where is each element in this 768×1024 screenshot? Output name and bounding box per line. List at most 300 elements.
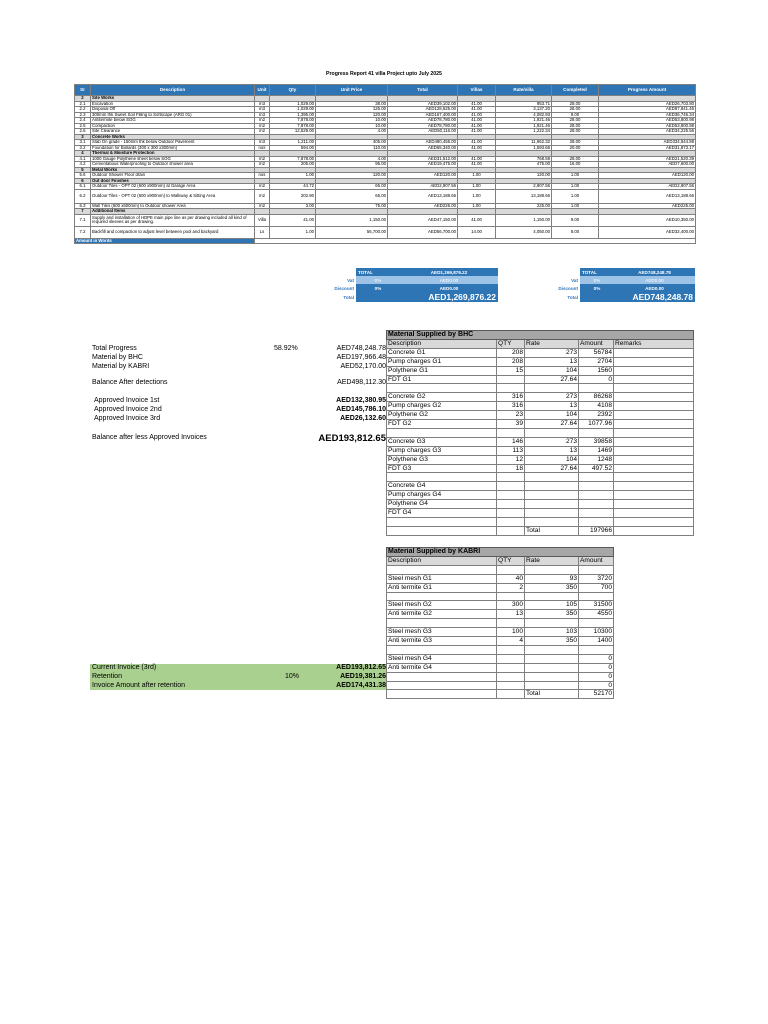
table-row — [387, 473, 694, 482]
cell-unit: m2 — [255, 123, 270, 129]
cell-description: Steel mesh G2 — [387, 601, 497, 610]
cell-amount — [579, 384, 614, 393]
table-row — [387, 690, 614, 699]
summary-label: Approved Invoice 2nd — [94, 406, 162, 413]
summary-invoice-1 — [92, 397, 386, 406]
cell-progress-amount: AED21,520.39 — [599, 156, 696, 162]
table-row — [387, 654, 614, 663]
kabri-col-header: Description — [387, 556, 497, 565]
table-row — [387, 393, 694, 402]
cell-rate-villa: 1,150.00 — [496, 214, 552, 226]
cell-unit: m2 — [255, 189, 270, 203]
cell-qty: 40 — [497, 574, 525, 583]
cell-rate: 27.64 — [525, 420, 579, 429]
summary-balance-after-invoices — [92, 433, 386, 445]
cell-description: Concrete G4 — [387, 482, 497, 491]
summary-label: Balance after less Approved Invoices — [92, 434, 207, 441]
cell-total: AED19,475.00 — [388, 162, 458, 168]
cell-unit: m2 — [255, 118, 270, 124]
cell-progress-amount: AED34,225.56 — [599, 129, 696, 135]
cell-rate: 350 — [525, 610, 579, 619]
summary-material-bhc — [92, 354, 386, 363]
cell-rate-villa: 953.71 — [496, 101, 552, 107]
summary-value: AED26,132.60 — [340, 415, 386, 422]
cell-description: Outdoor Tiles - OPT 02 (600 x900mm) to Walkway & Sitting Area — [91, 189, 255, 203]
total-label: TOTAL — [580, 268, 614, 276]
cell-total: AED50,116.00 — [388, 129, 458, 135]
cell-qty — [497, 654, 525, 663]
bhc-column-header-row — [387, 339, 694, 348]
cell-unit-price: 38.00 — [316, 101, 388, 107]
cell-sr: 2.3 — [75, 112, 91, 118]
cell-amount: 1077.96 — [579, 420, 614, 429]
cell-sr: 6.1 — [75, 184, 91, 190]
cell-villas: 41.00 — [458, 118, 496, 124]
cell-qty: 1.00 — [270, 226, 316, 238]
total-value: AED1,269,876.22 — [400, 268, 498, 276]
cell-description — [387, 517, 497, 526]
cell-progress-amount: AED13,188.66 — [599, 189, 696, 203]
bhc-col-header: QTY — [497, 339, 525, 348]
cell-rate: 104 — [525, 411, 579, 420]
summary-label: Material by KABRI — [92, 363, 150, 370]
cell-total: AED128,625.00 — [388, 107, 458, 113]
cell-remarks — [614, 411, 694, 420]
cell-description: 1000 Gauge Polythene sheet below SOG — [91, 156, 255, 162]
cell-completed: 28.00 — [552, 140, 599, 146]
cell-unit-price: 125.00 — [316, 107, 388, 113]
cell-remarks — [614, 455, 694, 464]
table-row — [387, 637, 614, 646]
cell-remarks — [614, 402, 694, 411]
cell-remarks — [614, 384, 694, 393]
cell-remarks — [614, 357, 694, 366]
cell-total: AED65,340.00 — [388, 145, 458, 151]
cell-qty: 100 — [497, 628, 525, 637]
cell-qty: 316 — [497, 402, 525, 411]
table-row — [387, 574, 614, 583]
cell-description: Wall Tiles (600 x600mm) to Outdoor shower Area — [91, 203, 255, 209]
totals-row — [530, 268, 695, 276]
bhc-col-header: Rate — [525, 339, 579, 348]
cell-villas: 1.00 — [458, 203, 496, 209]
cell-total: AED13,188.66 — [388, 189, 458, 203]
cell-rate-villa: 768.59 — [496, 156, 552, 162]
cell-rate — [525, 473, 579, 482]
kabri-col-header: Rate — [525, 556, 579, 565]
table-row — [387, 645, 614, 654]
cell-description: Anti termite G2 — [387, 610, 497, 619]
cell-completed: 28.00 — [552, 129, 599, 135]
cell-description: Concrete G1 — [387, 348, 497, 357]
cell-description: Concrete G3 — [387, 437, 497, 446]
cell-rate-villa: 11,962.32 — [496, 140, 552, 146]
cell-completed: 1.00 — [552, 189, 599, 203]
cell-villas: 14.00 — [458, 226, 496, 238]
cell-description: Anti termite G3 — [387, 637, 497, 646]
cell-description: Outdoor Tiles - OPT 02 (600 x900mm) at Garage Area — [91, 184, 255, 190]
cell-rate: 27.64 — [525, 464, 579, 473]
cell-description — [387, 428, 497, 437]
cell-qty — [497, 500, 525, 509]
cell-qty — [497, 645, 525, 654]
cell-villas: 41.00 — [458, 129, 496, 135]
cell-description: Pump charges G4 — [387, 491, 497, 500]
cell-rate: 350 — [525, 583, 579, 592]
cell-remarks — [614, 517, 694, 526]
table-row — [387, 628, 614, 637]
cell-description: Polythene G2 — [387, 411, 497, 420]
cell-description: Site Clearance — [91, 129, 255, 135]
cell-description: Concrete Works — [91, 134, 255, 140]
summary-total-progress — [92, 345, 386, 354]
amount-in-words-row — [75, 238, 696, 244]
cell-amount: 31500 — [579, 601, 614, 610]
cell-total: AED490,455.00 — [388, 140, 458, 146]
cell-rate — [525, 592, 579, 601]
col-header-progress-amount: Progress Amount — [599, 85, 696, 96]
cell-unit-price: 1,150.00 — [316, 214, 388, 226]
cell-qty: 7,878.00 — [270, 156, 316, 162]
cell-description: Pump charges G2 — [387, 402, 497, 411]
discount-label: Discount — [530, 284, 580, 292]
cell-rate-villa: 1,593.66 — [496, 145, 552, 151]
summary-label: Approved Invoice 1st — [94, 397, 160, 404]
discount-value: AED0.00 — [614, 284, 695, 292]
cell-unit: Ls — [255, 226, 270, 238]
cell-sr: 6 — [75, 178, 91, 184]
cell-amount — [579, 619, 614, 628]
vat-row — [300, 276, 498, 284]
cell-qty: 205.00 — [270, 162, 316, 168]
total-label: TOTAL — [356, 268, 400, 276]
cell-amount: 56784 — [579, 348, 614, 357]
table-row — [387, 437, 694, 446]
summary-value: AED193,812.65 — [318, 433, 386, 444]
cell-rate — [525, 517, 579, 526]
cell-description — [387, 526, 497, 535]
cell-description — [387, 690, 497, 699]
grand-total-value: AED1,269,876.22 — [428, 292, 496, 302]
cell-qty: 7,878.00 — [270, 118, 316, 124]
cell-qty: 208 — [497, 357, 525, 366]
cell-description: FDT G3 — [387, 464, 497, 473]
cell-qty — [497, 565, 525, 574]
cell-qty — [497, 509, 525, 518]
cell-amount: 2704 — [579, 357, 614, 366]
cell-total: AED120.00 — [388, 173, 458, 179]
cell-completed: 9.00 — [552, 214, 599, 226]
cell-description: Concrete G2 — [387, 393, 497, 402]
discount-value: AED0.00 — [400, 284, 498, 292]
total-value: AED748,248.78 — [614, 268, 695, 276]
table-row — [387, 663, 614, 672]
cell-unit: m2 — [255, 162, 270, 168]
cell-villas: 41.00 — [458, 214, 496, 226]
cell-progress-amount: AED334,944.88 — [599, 140, 696, 146]
vat-label: Vat — [300, 276, 356, 284]
cell-description — [387, 592, 497, 601]
cell-progress-amount: AED120.00 — [599, 173, 696, 179]
discount-row — [300, 284, 498, 292]
cell-amount: 4550 — [579, 610, 614, 619]
cell-rate: 27.64 — [525, 375, 579, 384]
cell-amount: 1469 — [579, 446, 614, 455]
summary-label: Retention — [92, 673, 122, 680]
cell-qty: 41.00 — [270, 214, 316, 226]
cell-progress-amount: AED225.00 — [599, 203, 696, 209]
cell-unit-price: 10.00 — [316, 123, 388, 129]
cell-unit: m2 — [255, 184, 270, 190]
cell-total: AED78,780.00 — [388, 118, 458, 124]
cell-rate: 104 — [525, 366, 579, 375]
cell-amount: 0 — [579, 663, 614, 672]
cell-description: FDT G2 — [387, 420, 497, 429]
table-row — [387, 592, 614, 601]
summary-value: AED193,812.65 — [336, 664, 386, 671]
cell-description: 300mm thk Sweet Soil Filling to Softscape (ARG 01) — [91, 112, 255, 118]
table-row — [387, 384, 694, 393]
col-header-unit-price: Unit Price — [316, 85, 388, 96]
cell-sr: 3.2 — [75, 145, 91, 151]
cell-amount: 39858 — [579, 437, 614, 446]
summary-current-invoice — [92, 664, 386, 673]
cell-amount — [579, 473, 614, 482]
summary-value: AED498,112.30 — [337, 379, 386, 386]
cell-qty: 113 — [497, 446, 525, 455]
bhc-material-table — [386, 330, 694, 536]
table-row — [387, 366, 694, 375]
bhc-col-header: Description — [387, 339, 497, 348]
cell-qty: 12,529.00 — [270, 129, 316, 135]
grand-total-row — [530, 292, 695, 302]
cell-qty — [497, 428, 525, 437]
summary-material-kabri — [92, 363, 386, 372]
vat-row — [530, 276, 695, 284]
summary-label: Current Invoice (3rd) — [92, 664, 157, 671]
cell-amount: 10300 — [579, 628, 614, 637]
cell-sr: 2.4 — [75, 118, 91, 124]
cell-unit-price: 4.00 — [316, 156, 388, 162]
cell-sr: 5.6 — [75, 173, 91, 179]
col-header-total: Total — [388, 85, 458, 96]
cell-completed: 1.00 — [552, 203, 599, 209]
cell-description: Thermal & Moisture Protection — [91, 151, 255, 157]
cell-description: Supply and installation of HDPE main pipe line as per drawing included all kind of required sleeves as per drawing. — [91, 214, 255, 226]
cell-qty: 18 — [497, 464, 525, 473]
cell-amount — [579, 482, 614, 491]
cell-rate-villa: 4,082.93 — [496, 112, 552, 118]
cell-rate-villa: 1,921.46 — [496, 123, 552, 129]
table-row — [387, 583, 614, 592]
cell-villas: 41.00 — [458, 112, 496, 118]
cell-rate: 13 — [525, 357, 579, 366]
cell-amount: 1248 — [579, 455, 614, 464]
cell-villas: 41.00 — [458, 107, 496, 113]
cell-unit-price: 75.00 — [316, 203, 388, 209]
cell-rate-villa: 1,222.34 — [496, 129, 552, 135]
cell-total: AED31,512.00 — [388, 156, 458, 162]
cell-unit-price: 120.00 — [316, 173, 388, 179]
cell-qty: 202.90 — [270, 189, 316, 203]
cell-completed: 8.00 — [552, 226, 599, 238]
cell-description — [387, 681, 497, 690]
cell-sr: 5 — [75, 167, 91, 173]
cell-description: Site Works — [91, 96, 255, 102]
cell-qty — [497, 517, 525, 526]
cell-villas: 41.00 — [458, 145, 496, 151]
cell-description: Steel mesh G1 — [387, 574, 497, 583]
cell-unit: m3 — [255, 112, 270, 118]
table-row — [387, 428, 694, 437]
cell-rate: 273 — [525, 393, 579, 402]
cell-description: Additional Items — [91, 209, 255, 215]
cell-description: Polythene G1 — [387, 366, 497, 375]
cell-progress-amount: AED7,600.00 — [599, 162, 696, 168]
cell-description — [387, 645, 497, 654]
table-row — [387, 411, 694, 420]
cell-description: Excavation — [91, 101, 255, 107]
cell-remarks — [614, 473, 694, 482]
cell-remarks — [614, 446, 694, 455]
kabri-column-header-row — [387, 556, 614, 565]
cell-amount: 2392 — [579, 411, 614, 420]
cell-amount: 0 — [579, 672, 614, 681]
cell-progress-amount: AED53,800.98 — [599, 123, 696, 129]
cell-amount: 52170 — [579, 690, 614, 699]
table-row — [387, 565, 614, 574]
cell-villas: 1.00 — [458, 189, 496, 203]
cell-rate: 13 — [525, 446, 579, 455]
cell-unit: m3 — [255, 107, 270, 113]
table-row — [387, 491, 694, 500]
report-title: Progress Report 41 villa Project upto July 2025 — [326, 71, 442, 77]
cell-amount — [579, 517, 614, 526]
bhc-material-body — [387, 331, 694, 536]
cell-qty: 1.00 — [270, 173, 316, 179]
col-header-sr: Sr — [75, 85, 91, 96]
cell-qty: 13 — [497, 610, 525, 619]
cell-remarks — [614, 420, 694, 429]
amount-in-words-label: Amount in Words — [75, 238, 255, 244]
bhc-title: Material Supplied by BHC — [387, 331, 694, 340]
kabri-material-body — [387, 548, 614, 699]
kabri-material-table — [386, 547, 614, 699]
cell-sr: 3 — [75, 134, 91, 140]
cell-progress-amount: AED10,350.00 — [599, 214, 696, 226]
cell-description: Disposal Off — [91, 107, 255, 113]
cell-qty: 594.00 — [270, 145, 316, 151]
discount-row — [530, 284, 695, 292]
cell-amount — [579, 565, 614, 574]
cell-qty — [497, 384, 525, 393]
cell-qty — [497, 619, 525, 628]
table-row — [387, 601, 614, 610]
cell-villas: 41.00 — [458, 101, 496, 107]
summary-invoice-3 — [92, 415, 386, 424]
cell-qty: 7,878.00 — [270, 123, 316, 129]
cell-amount — [579, 592, 614, 601]
cell-unit: Villa — [255, 214, 270, 226]
cell-unit: nos — [255, 145, 270, 151]
col-header-rate-villa: Rate/villa — [496, 85, 552, 96]
totals-block-left — [300, 268, 498, 302]
cell-description — [387, 473, 497, 482]
cell-completed: 1.00 — [552, 173, 599, 179]
cell-rate: Total — [525, 690, 579, 699]
cell-qty: 1,211.00 — [270, 140, 316, 146]
cell-rate — [525, 482, 579, 491]
cell-sr: 3.1 — [75, 140, 91, 146]
cell-villas: 41.00 — [458, 162, 496, 168]
cell-villas: 41.00 — [458, 140, 496, 146]
summary-value: AED174,431.38 — [336, 682, 386, 689]
cell-rate-villa: 1,921.46 — [496, 118, 552, 124]
cell-rate-villa: 475.00 — [496, 162, 552, 168]
cell-qty — [497, 663, 525, 672]
cell-remarks — [614, 464, 694, 473]
cell-description: Foundation for Bollards (300 x 300 x300mm) — [91, 145, 255, 151]
cell-amount — [579, 500, 614, 509]
cell-unit-price: 120.00 — [316, 112, 388, 118]
summary-invoice-2 — [92, 406, 386, 415]
cell-amount: 497.52 — [579, 464, 614, 473]
cell-description: Slab On grade - 150mm thk below Outdoor Pavement — [91, 140, 255, 146]
cell-sr: 4.2 — [75, 162, 91, 168]
cell-rate-villa: 13,188.66 — [496, 189, 552, 203]
col-header-qty: Qty — [270, 85, 316, 96]
vat-label: Vat — [530, 276, 580, 284]
cell-remarks — [614, 428, 694, 437]
vat-pct: 0% — [580, 276, 614, 284]
cell-unit-price: 65.00 — [316, 184, 388, 190]
summary-value: AED19,381.26 — [340, 673, 386, 680]
cell-progress-amount: AED36,746.34 — [599, 112, 696, 118]
summary-label: Invoice Amount after retention — [92, 682, 185, 689]
cell-description: Antitermite below SOG — [91, 118, 255, 124]
cell-qty: 1,029.00 — [270, 107, 316, 113]
cell-description: Outdoor Shower Floor drain — [91, 173, 255, 179]
cell-amount: 700 — [579, 583, 614, 592]
cell-qty — [497, 482, 525, 491]
cell-description: Backfill and compaction to adjust level between pool and backyard — [91, 226, 255, 238]
cell-unit-price: 10.00 — [316, 118, 388, 124]
summary-label: Material by BHC — [92, 354, 143, 361]
table-header-row — [75, 85, 696, 96]
cell-amount — [579, 509, 614, 518]
vat-value: AED0.00 — [400, 276, 498, 284]
cell-description: FDT G1 — [387, 375, 497, 384]
cell-sr: 6.2 — [75, 189, 91, 203]
cell-rate: 104 — [525, 455, 579, 464]
cell-sr: 7.2 — [75, 226, 91, 238]
cell-completed: 28.00 — [552, 101, 599, 107]
summary-balance — [92, 379, 386, 388]
cell-sr: 4 — [75, 151, 91, 157]
cell-villas: 41.00 — [458, 156, 496, 162]
cell-amount — [579, 428, 614, 437]
cell-rate-villa: 120.00 — [496, 173, 552, 179]
col-header-villas: Villas — [458, 85, 496, 96]
cell-total: AED2,907.56 — [388, 184, 458, 190]
cell-description: Polythene G4 — [387, 500, 497, 509]
table-row — [387, 402, 694, 411]
grand-total-label: Total — [530, 292, 580, 302]
cell-description: FDT G4 — [387, 509, 497, 518]
cell-amount: 4108 — [579, 402, 614, 411]
cell-unit: m2 — [255, 156, 270, 162]
kabri-title: Material Supplied by KABRI — [387, 548, 614, 557]
